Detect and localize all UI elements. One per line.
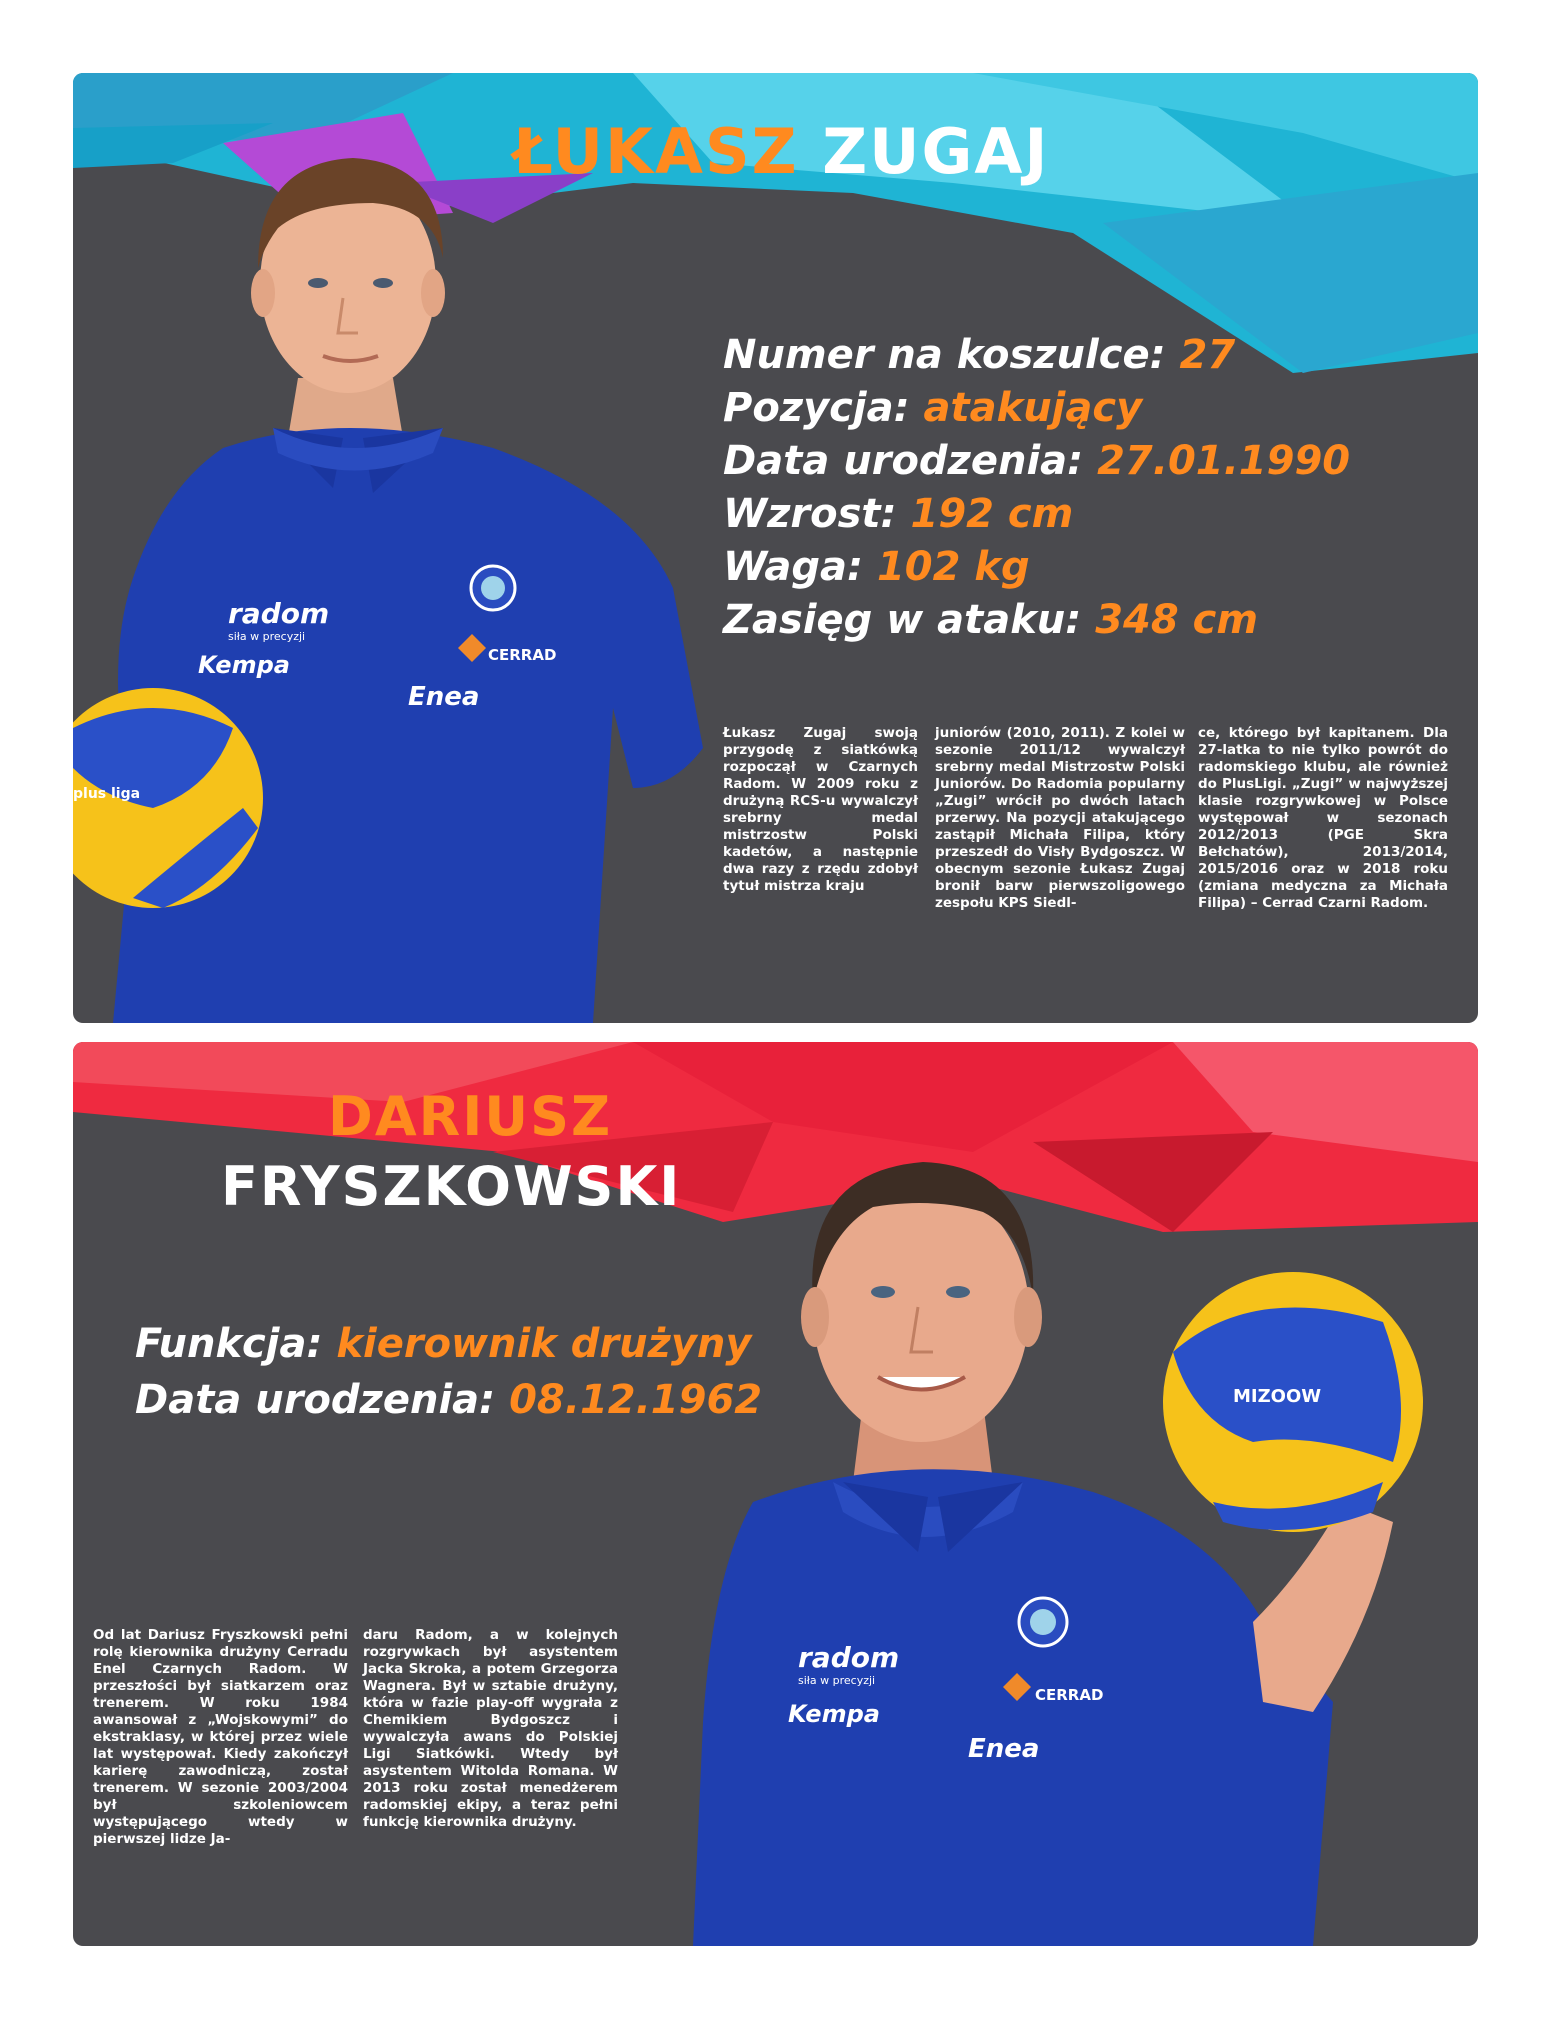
stat-value: 27 xyxy=(1179,332,1236,378)
stat-position xyxy=(723,385,1350,441)
staff-stats xyxy=(135,1321,763,1436)
shirt-sponsor-radom: radom xyxy=(228,597,330,630)
stat-label: Zasięg w ataku: xyxy=(723,597,1082,643)
stat-value: 27.01.1990 xyxy=(1097,438,1351,484)
shirt-sponsor-enea: Enea xyxy=(408,682,480,712)
stat-birth-date xyxy=(723,438,1351,494)
bio-column-2: juniorów (2010, 2011). Z kolei w sezonie 2011/12 wywalczył srebrny medal Mistrzostw Polski Juniorów. Do Radomia popularny „Zugi” wrócił po dwóch latach przerwy. Na pozycji atakującego zastąpił Michała Filipa, który przeszedł do Visły Bydgoszcz. W obecnym sezonie Łukasz Zugaj bronił barw pierwszoligowego zespołu KPS Siedl- xyxy=(935,725,1185,911)
stat-value: 102 kg xyxy=(876,544,1030,590)
stat-value: 192 cm xyxy=(910,491,1074,537)
stat-value: kierownik drużyny xyxy=(336,1321,752,1367)
first-name: ŁUKASZ xyxy=(513,115,799,188)
stat-birth-date xyxy=(135,1377,763,1436)
stat-value: atakujący xyxy=(923,385,1143,431)
last-name: ZUGAJ xyxy=(822,115,1050,188)
shirt-sponsor-enea: Enea xyxy=(968,1734,1040,1764)
player-card-zugaj xyxy=(73,73,1478,1023)
bio-column-2: daru Radom, a w kolejnych rozgrywkach był asystentem Jacka Skroka, a potem Grzegorza Wagnera. Był w sztabie drużyny, która w fazie play-off wygrała z Chemikiem Bydgoszcz i wywalczyła awans do Polskiej Ligi Siatkówki. Wtedy był asystentem Witolda Romana. W 2013 roku został menedżerem radomskiej ekipy, a teraz pełni funkcję kierownika drużyny. xyxy=(363,1627,618,1830)
stat-function xyxy=(135,1321,762,1380)
ball-text: plus liga xyxy=(73,786,141,802)
bio-column-1: Łukasz Zugaj swoją przygodę z siatkówką rozpoczął w Czarnych Radom. W 2009 roku z drużyną RCS-u wywalczył srebrny medal mistrzostw Polski kadetów, a następnie dwa razy z rzędu zdobył tytuł mistrza kraju xyxy=(723,725,918,894)
stat-label: Wzrost: xyxy=(723,491,897,537)
bio-column-3: ce, którego był kapitanem. Dla 27-latka to nie tylko powrót do radomskiego klubu, ale również do PlusLigi. „Zugi” w najwyższej klasie rozgrywkowej w Polsce występował w sezonach 2012/2013 (PGE Skra Bełchatów), 2013/2014, 2015/2016 oraz w 2018 roku (zmiana medyczna za Michała Filipa) – Cerrad Czarni Radom. xyxy=(1198,725,1448,911)
shirt-sponsor-cerrad: CERRAD xyxy=(488,646,557,664)
stat-attack-reach xyxy=(723,597,1350,653)
stat-shirt-number xyxy=(723,332,1350,388)
shirt-sponsor-radom: radom xyxy=(798,1641,900,1674)
stat-value: 348 cm xyxy=(1095,597,1259,643)
stat-label: Data urodzenia: xyxy=(135,1377,496,1423)
player-stats xyxy=(723,332,1351,653)
stat-label: Numer na koszulce: xyxy=(723,332,1166,378)
first-name: DARIUSZ xyxy=(328,1085,613,1148)
stat-height xyxy=(723,491,1350,547)
shirt-brand-kempa: Kempa xyxy=(788,1700,880,1728)
stat-weight xyxy=(723,544,1350,600)
bio-column-1: Od lat Dariusz Fryszkowski pełni rolę kierownika drużyny Cerradu Enel Czarnych Radom. W przeszłości był siatkarzem oraz trenerem. W roku 1984 awansował z „Wojskowymi” do ekstraklasy, w której przez wiele lat występował. Kiedy zakończył karierę zawodniczą, został trenerem. W sezonie 2003/2004 był szkoleniowcem występującego wtedy w pierwszej lidze Ja- xyxy=(93,1627,348,1847)
shirt-sponsor-cerrad: CERRAD xyxy=(1035,1686,1104,1704)
stat-label: Waga: xyxy=(723,544,864,590)
stat-label: Funkcja: xyxy=(135,1321,323,1367)
last-name: FRYSZKOWSKI xyxy=(221,1155,682,1218)
shirt-brand-kempa: Kempa xyxy=(198,651,290,679)
shirt-sponsor-sub: siła w precyzji xyxy=(228,630,306,643)
staff-photo xyxy=(693,1102,1478,1946)
ball-text: MIZOOW xyxy=(1233,1386,1322,1407)
stat-label: Data urodzenia: xyxy=(723,438,1084,484)
staff-card-fryszkowski xyxy=(73,1042,1478,1946)
stat-value: 08.12.1962 xyxy=(509,1377,763,1423)
stat-label: Pozycja: xyxy=(723,385,910,431)
shirt-sponsor-sub: siła w precyzji xyxy=(798,1674,876,1687)
player-photo xyxy=(73,108,713,1023)
